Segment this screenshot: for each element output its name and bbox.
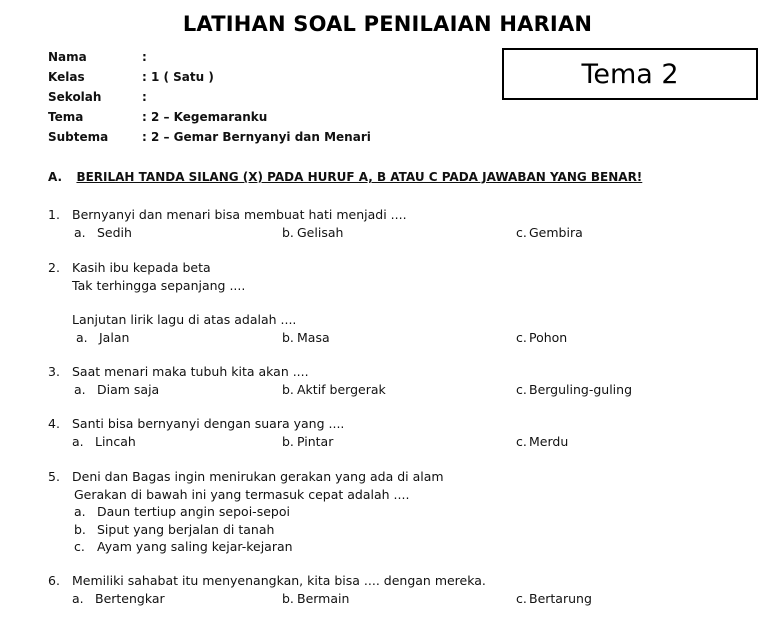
option-b-text: Siput yang berjalan di tanah <box>97 522 275 537</box>
tema-box-label: Tema 2 <box>581 58 679 90</box>
question-text: Deni dan Bagas ingin menirukan gerakan yang ada di alam <box>72 469 444 484</box>
option-a-text: Lincah <box>95 434 136 449</box>
question-text-line-3: Lanjutan lirik lagu di atas adalah .... <box>72 312 297 327</box>
option-c-letter: c. <box>516 330 527 345</box>
info-label-sekolah: Sekolah <box>48 90 102 104</box>
option-a-text: Jalan <box>99 330 130 345</box>
option-b-letter: b. <box>282 591 294 606</box>
option-c-letter: c. <box>516 434 527 449</box>
option-b-text: Bermain <box>297 591 350 606</box>
option-a-letter: a. <box>74 225 86 240</box>
question-text: Saat menari maka tubuh kita akan .... <box>72 364 309 379</box>
section-instruction: BERILAH TANDA SILANG (X) PADA HURUF A, B ATAU C PADA JAWABAN YANG BENAR! <box>76 170 643 184</box>
option-b-text: Aktif bergerak <box>297 382 386 397</box>
info-value-tema: : 2 – Kegemaranku <box>142 110 268 124</box>
question-text: Kasih ibu kepada beta <box>72 260 211 275</box>
option-a-letter: a. <box>74 504 86 519</box>
option-b-text: Gelisah <box>297 225 344 240</box>
option-b-text: Pintar <box>297 434 334 449</box>
option-c-text: Berguling-guling <box>529 382 633 397</box>
option-a-text: Diam saja <box>97 382 160 397</box>
section-heading <box>48 170 642 184</box>
option-b-letter: b. <box>282 434 294 449</box>
info-label-kelas: Kelas <box>48 70 85 84</box>
option-b-letter: b. <box>74 522 86 537</box>
question-text: Santi bisa bernyanyi dengan suara yang .... <box>72 416 345 431</box>
option-a-letter: a. <box>76 330 88 345</box>
option-c-letter: c. <box>516 382 527 397</box>
section-letter: A. <box>48 170 63 184</box>
option-b-letter: b. <box>282 382 294 397</box>
option-a-text: Bertengkar <box>95 591 165 606</box>
option-c-text: Bertarung <box>529 591 592 606</box>
option-c-text: Gembira <box>529 225 583 240</box>
option-a-text: Sedih <box>97 225 132 240</box>
question-number: 6. <box>48 573 60 588</box>
option-a-letter: a. <box>74 382 86 397</box>
option-c-letter: c. <box>516 225 527 240</box>
info-value-kelas: : 1 ( Satu ) <box>142 70 214 84</box>
option-b-letter: b. <box>282 225 294 240</box>
info-value-nama: : <box>142 50 147 64</box>
option-b-letter: b. <box>282 330 294 345</box>
page-title: LATIHAN SOAL PENILAIAN HARIAN <box>182 12 593 36</box>
question-number: 4. <box>48 416 60 431</box>
option-c-text: Pohon <box>529 330 568 345</box>
option-c-letter: c. <box>74 539 85 554</box>
option-a-letter: a. <box>72 434 84 449</box>
info-label-nama: Nama <box>48 50 87 64</box>
option-c-letter: c. <box>516 591 527 606</box>
info-value-sekolah: : <box>142 90 147 104</box>
question-number: 1. <box>48 207 60 222</box>
info-label-tema: Tema <box>48 110 84 124</box>
question-text-line-2: Gerakan di bawah ini yang termasuk cepat adalah .... <box>74 487 410 502</box>
question-number: 5. <box>48 469 60 484</box>
question-text-line-2: Tak terhingga sepanjang .... <box>72 278 246 293</box>
question-text: Memiliki sahabat itu menyenangkan, kita bisa .... dengan mereka. <box>72 573 486 588</box>
option-a-letter: a. <box>72 591 84 606</box>
tema-box <box>502 48 758 100</box>
question-number: 2. <box>48 260 60 275</box>
question-number: 3. <box>48 364 60 379</box>
info-value-subtema: : 2 – Gemar Bernyanyi dan Menari <box>142 130 371 144</box>
option-c-text: Merdu <box>529 434 569 449</box>
option-a-text: Daun tertiup angin sepoi-sepoi <box>97 504 290 519</box>
info-label-subtema: Subtema <box>48 130 109 144</box>
option-b-text: Masa <box>297 330 330 345</box>
question-text: Bernyanyi dan menari bisa membuat hati menjadi .... <box>72 207 407 222</box>
option-c-text: Ayam yang saling kejar-kejaran <box>97 539 293 554</box>
